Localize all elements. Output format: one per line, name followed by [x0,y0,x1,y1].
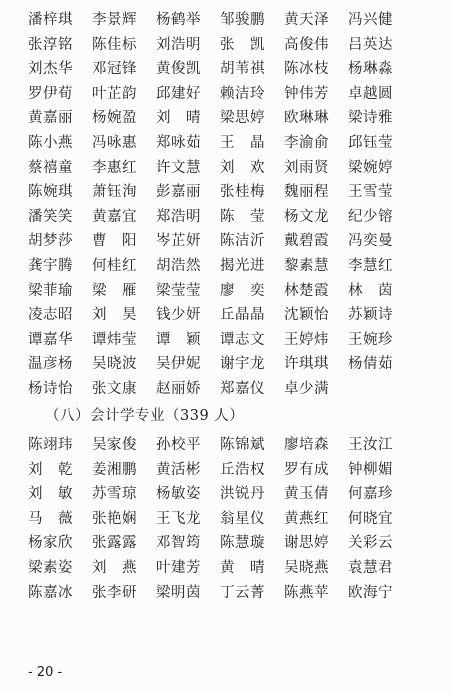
student-name: 李慧红 [348,257,393,274]
student-name: 何嘉珍 [348,486,393,503]
student-name: 林 茵 [348,282,393,299]
student-name: 欧琳琳 [284,110,329,127]
student-name: 吴晓燕 [284,559,329,576]
student-name: 许文慧 [156,159,201,176]
student-name: 姜湘鹏 [92,461,137,478]
student-name: 洪锐丹 [220,486,265,503]
student-name: 梁 雁 [92,282,137,299]
student-name: 张淳铭 [28,36,73,53]
student-name: 陈小燕 [28,134,73,151]
student-name: 林楚霞 [284,282,329,299]
student-name: 梁诗雅 [348,110,393,127]
student-name: 陈慧璇 [220,535,265,552]
student-name: 欧海宁 [348,584,393,601]
student-name: 马 薇 [28,510,73,527]
student-name: 萧钰洵 [92,184,137,201]
student-name: 梁菲瑜 [28,282,73,299]
student-name: 潘梓琪 [28,12,73,28]
student-name: 杨家欣 [28,535,73,552]
student-name: 冯兴健 [348,12,393,28]
name-list-previous-major [28,8,412,402]
student-name: 丁云菁 [220,584,265,601]
student-name: 谭志文 [220,331,265,348]
student-name: 杨敏姿 [156,486,201,503]
student-name: 谢思婷 [284,535,329,552]
student-name: 吴伊妮 [156,356,201,373]
student-name: 黄嘉丽 [28,110,73,127]
student-name: 钱少妍 [156,307,201,324]
student-name: 王婷炜 [284,331,329,348]
student-name: 王 晶 [220,134,265,151]
student-name: 卓越圆 [348,85,393,102]
student-name: 岑芷妍 [156,233,201,250]
student-name: 郑嘉仪 [220,380,265,397]
student-name: 罗伊荀 [28,85,73,102]
student-name: 黄活彬 [156,461,201,478]
student-name: 赖洁玲 [220,85,265,102]
student-name: 刘 敏 [28,486,73,503]
student-name: 吴家俊 [92,437,137,453]
name-list-accounting-major [28,433,412,605]
student-name: 黄俊凯 [156,61,201,78]
student-name: 钟伟芳 [284,85,329,102]
student-name: 杨诗怡 [28,380,73,397]
student-name: 冯奕曼 [348,233,393,250]
student-name: 刘 昊 [92,307,137,324]
student-name: 钟柳媚 [348,461,393,478]
student-name: 廖 奕 [220,282,265,299]
student-name: 潘笑笑 [28,208,73,225]
student-name: 吕英达 [348,36,393,53]
student-name: 梁思婷 [220,110,265,127]
student-name: 梁莹莹 [156,282,201,299]
student-name: 郑咏茹 [156,134,201,151]
student-name: 邓冠锋 [92,61,137,78]
student-name: 王汝江 [348,437,393,453]
student-name: 谭嘉华 [28,331,73,348]
student-name: 张露露 [92,535,137,552]
student-name: 杨倩茹 [348,356,393,373]
student-name: 何桂红 [92,257,137,274]
student-name: 谭炜莹 [92,331,137,348]
student-name: 丘晶晶 [220,307,265,324]
student-name: 纪少镕 [348,208,393,225]
student-name: 黄天泽 [284,12,329,28]
student-name: 关彩云 [348,535,393,552]
student-name: 魏丽程 [284,184,329,201]
student-name: 温彦杨 [28,356,73,373]
student-name: 王婉珍 [348,331,393,348]
student-name: 冯咏惠 [92,134,137,151]
student-name: 郑浩明 [156,208,201,225]
student-name: 陈嘉冰 [28,584,73,601]
student-name: 李景辉 [92,12,137,28]
student-name: 刘 欢 [220,159,265,176]
student-name: 刘 燕 [92,559,137,576]
student-name: 刘 晴 [156,110,201,127]
student-name: 邓智筠 [156,535,201,552]
student-name: 杨琳淼 [348,61,393,78]
student-name: 罗有成 [284,461,329,478]
student-name: 陈翊玮 [28,437,73,453]
student-name: 邹骏鹏 [220,12,265,28]
student-name: 王雪莹 [348,184,393,201]
student-name: 黄嘉宜 [92,208,137,225]
student-name: 刘 乾 [28,461,73,478]
student-name: 陈燕苹 [284,584,329,601]
student-name: 刘雨贤 [284,159,329,176]
student-name: 叶芷韵 [92,85,137,102]
student-name: 杨婉盈 [92,110,137,127]
student-name: 丘浩权 [220,461,265,478]
student-name: 苏颖诗 [348,307,393,324]
student-name: 赵丽娇 [156,380,201,397]
student-name: 卓少满 [284,380,329,397]
student-name: 杨鹤举 [156,12,201,28]
student-name: 曹 阳 [92,233,137,250]
student-name: 何晓宜 [348,510,393,527]
student-name: 陈 莹 [220,208,265,225]
student-name: 蔡禧童 [28,159,73,176]
student-name: 彭嘉丽 [156,184,201,201]
student-name: 苏雪琼 [92,486,137,503]
student-name: 刘杰华 [28,61,73,78]
student-name: 陈佳标 [92,36,137,53]
student-name: 凌志昭 [28,307,73,324]
student-name: 陈冰枝 [284,61,329,78]
student-name: 谢宇龙 [220,356,265,373]
student-name: 李惠红 [92,159,137,176]
student-name: 沈颖怡 [284,307,329,324]
student-name: 邱建好 [156,85,201,102]
student-name: 张艳娴 [92,510,137,527]
student-name: 邱钰莹 [348,134,393,151]
student-name: 廖培森 [284,437,329,453]
student-name: 袁慧君 [348,559,393,576]
student-name: 谭 颖 [156,331,201,348]
student-name: 张桂梅 [220,184,265,201]
student-name: 李渝俞 [284,134,329,151]
student-name: 黄玉倩 [284,486,329,503]
student-name: 戴碧霞 [284,233,329,250]
student-name: 黄燕红 [284,510,329,527]
student-name: 梁婉婷 [348,159,393,176]
student-name: 叶建芳 [156,559,201,576]
student-name: 吴晓波 [92,356,137,373]
student-name: 许琪琪 [284,356,329,373]
student-name: 杨文龙 [284,208,329,225]
student-name: 张文康 [92,380,137,397]
student-name: 胡苇祺 [220,61,265,78]
student-name: 陈婉琪 [28,184,73,201]
student-name: 张 凯 [220,36,265,53]
student-name: 梁素姿 [28,559,73,576]
student-name: 陈锦斌 [220,437,265,453]
student-name: 翁星仪 [220,510,265,527]
student-name: 孙校平 [156,437,201,453]
student-name: 黄 晴 [220,559,265,576]
student-name: 揭光进 [220,257,265,274]
student-name: 高俊伟 [284,36,329,53]
student-name: 梁明茵 [156,584,201,601]
student-name: 张李研 [92,584,137,601]
student-name: 胡梦莎 [28,233,73,250]
section-heading: （八）会计学专业（339 人） [45,408,245,424]
student-name: 胡浩然 [156,257,201,274]
student-name: 龚宇腾 [28,257,73,274]
student-name: 黎素慧 [284,257,329,274]
student-name: 陈洁沂 [220,233,265,250]
student-name: 王飞龙 [156,510,201,527]
page-number: - 20 - [28,665,63,680]
student-name: 刘浩明 [156,36,201,53]
